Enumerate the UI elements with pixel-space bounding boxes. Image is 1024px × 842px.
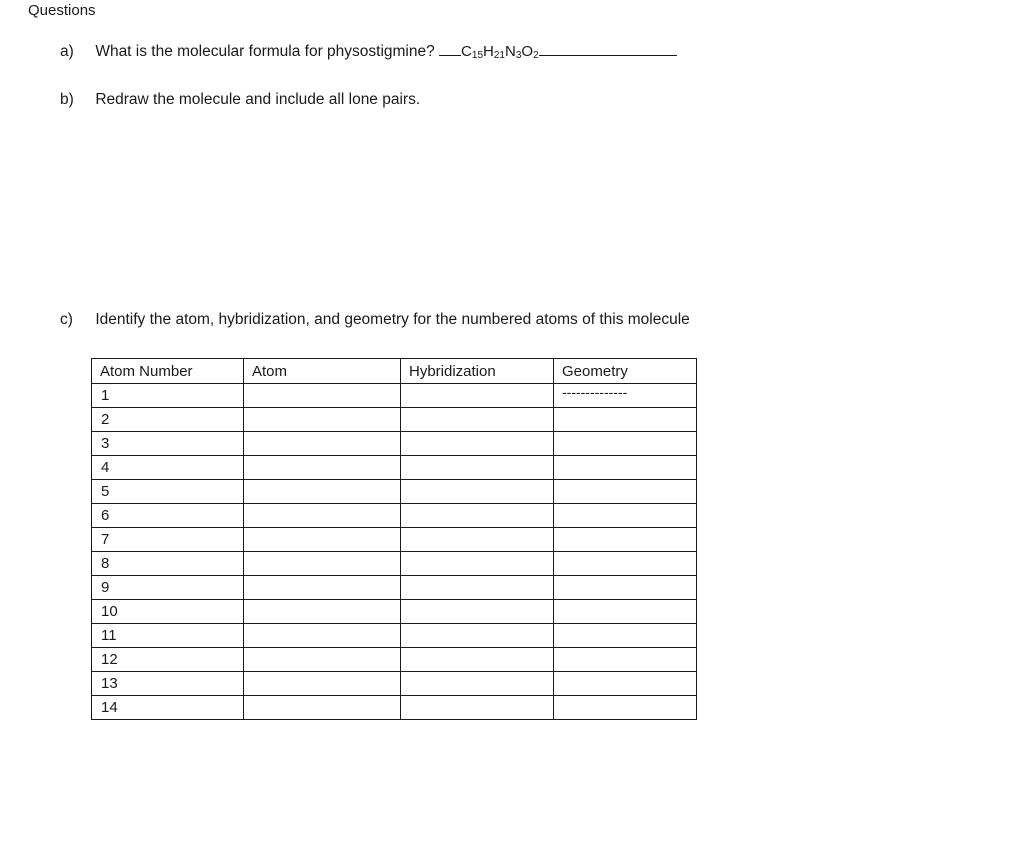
cell-hybridization[interactable] <box>401 384 554 408</box>
cell-atom[interactable] <box>244 600 401 624</box>
question-a <box>60 40 677 61</box>
question-c-text: Identify the atom, hybridization, and geometry for the numbered atoms of this molecule <box>95 311 690 328</box>
header-atom: Atom <box>244 359 401 384</box>
question-c <box>60 311 690 329</box>
table-row <box>92 432 697 456</box>
cell-geometry[interactable] <box>554 480 697 504</box>
cell-atom[interactable] <box>244 504 401 528</box>
cell-atom-number: 4 <box>92 456 244 480</box>
cell-geometry[interactable] <box>554 648 697 672</box>
cell-geometry[interactable] <box>554 432 697 456</box>
cell-hybridization[interactable] <box>401 552 554 576</box>
header-geometry: Geometry <box>554 359 697 384</box>
cell-atom[interactable] <box>244 576 401 600</box>
cell-hybridization[interactable] <box>401 600 554 624</box>
table-row <box>92 408 697 432</box>
table-row <box>92 696 697 720</box>
cell-hybridization[interactable] <box>401 624 554 648</box>
cell-atom[interactable] <box>244 456 401 480</box>
cell-atom[interactable] <box>244 408 401 432</box>
table-row <box>92 672 697 696</box>
cell-geometry[interactable] <box>554 576 697 600</box>
cell-atom-number: 3 <box>92 432 244 456</box>
cell-geometry[interactable] <box>554 408 697 432</box>
cell-geometry[interactable] <box>554 528 697 552</box>
cell-geometry[interactable] <box>554 456 697 480</box>
cell-atom[interactable] <box>244 432 401 456</box>
cell-atom-number: 2 <box>92 408 244 432</box>
table-row <box>92 528 697 552</box>
table-row <box>92 576 697 600</box>
table-row <box>92 600 697 624</box>
cell-hybridization[interactable] <box>401 504 554 528</box>
cell-atom[interactable] <box>244 528 401 552</box>
cell-hybridization[interactable] <box>401 576 554 600</box>
answer-blank-right <box>539 40 677 56</box>
cell-geometry[interactable] <box>554 600 697 624</box>
atom-table <box>91 358 697 720</box>
cell-atom-number: 9 <box>92 576 244 600</box>
cell-hybridization[interactable] <box>401 480 554 504</box>
cell-hybridization[interactable] <box>401 672 554 696</box>
page-heading: Questions <box>28 2 96 19</box>
cell-geometry[interactable] <box>554 504 697 528</box>
cell-atom[interactable] <box>244 384 401 408</box>
cell-atom[interactable] <box>244 552 401 576</box>
table-row <box>92 480 697 504</box>
question-b-label: b) <box>60 91 74 108</box>
cell-hybridization[interactable] <box>401 456 554 480</box>
cell-geometry[interactable] <box>554 672 697 696</box>
header-hybridization: Hybridization <box>401 359 554 384</box>
table-row <box>92 648 697 672</box>
cell-geometry[interactable] <box>554 552 697 576</box>
cell-atom-number: 7 <box>92 528 244 552</box>
cell-atom[interactable] <box>244 624 401 648</box>
cell-atom-number: 14 <box>92 696 244 720</box>
cell-atom[interactable] <box>244 696 401 720</box>
geometry-placeholder-dashes: -------------- <box>562 384 628 400</box>
cell-atom[interactable] <box>244 648 401 672</box>
table-header-row <box>92 359 697 384</box>
cell-hybridization[interactable] <box>401 696 554 720</box>
cell-atom[interactable] <box>244 672 401 696</box>
cell-atom-number: 13 <box>92 672 244 696</box>
table-row <box>92 552 697 576</box>
table-row <box>92 504 697 528</box>
cell-atom-number: 6 <box>92 504 244 528</box>
cell-hybridization[interactable] <box>401 432 554 456</box>
cell-atom-number: 5 <box>92 480 244 504</box>
table-row <box>92 456 697 480</box>
header-atom-number: Atom Number <box>92 359 244 384</box>
cell-hybridization[interactable] <box>401 408 554 432</box>
cell-geometry[interactable] <box>554 384 697 408</box>
question-c-label: c) <box>60 311 73 328</box>
question-a-text: What is the molecular formula for physostigmine? <box>95 43 435 60</box>
answer-formula: $C_{15}H_{21}N_3O_2$ <box>461 43 539 61</box>
cell-geometry[interactable] <box>554 624 697 648</box>
question-b <box>60 91 420 109</box>
cell-atom-number: 10 <box>92 600 244 624</box>
cell-atom[interactable] <box>244 480 401 504</box>
cell-atom-number: 1 <box>92 384 244 408</box>
cell-atom-number: 12 <box>92 648 244 672</box>
cell-hybridization[interactable] <box>401 648 554 672</box>
question-b-text: Redraw the molecule and include all lone pairs. <box>95 91 421 108</box>
cell-atom-number: 8 <box>92 552 244 576</box>
cell-hybridization[interactable] <box>401 528 554 552</box>
question-a-label: a) <box>60 43 74 60</box>
answer-blank-left <box>439 40 461 56</box>
cell-geometry[interactable] <box>554 696 697 720</box>
table-row <box>92 624 697 648</box>
table-row <box>92 384 697 408</box>
cell-atom-number: 11 <box>92 624 244 648</box>
